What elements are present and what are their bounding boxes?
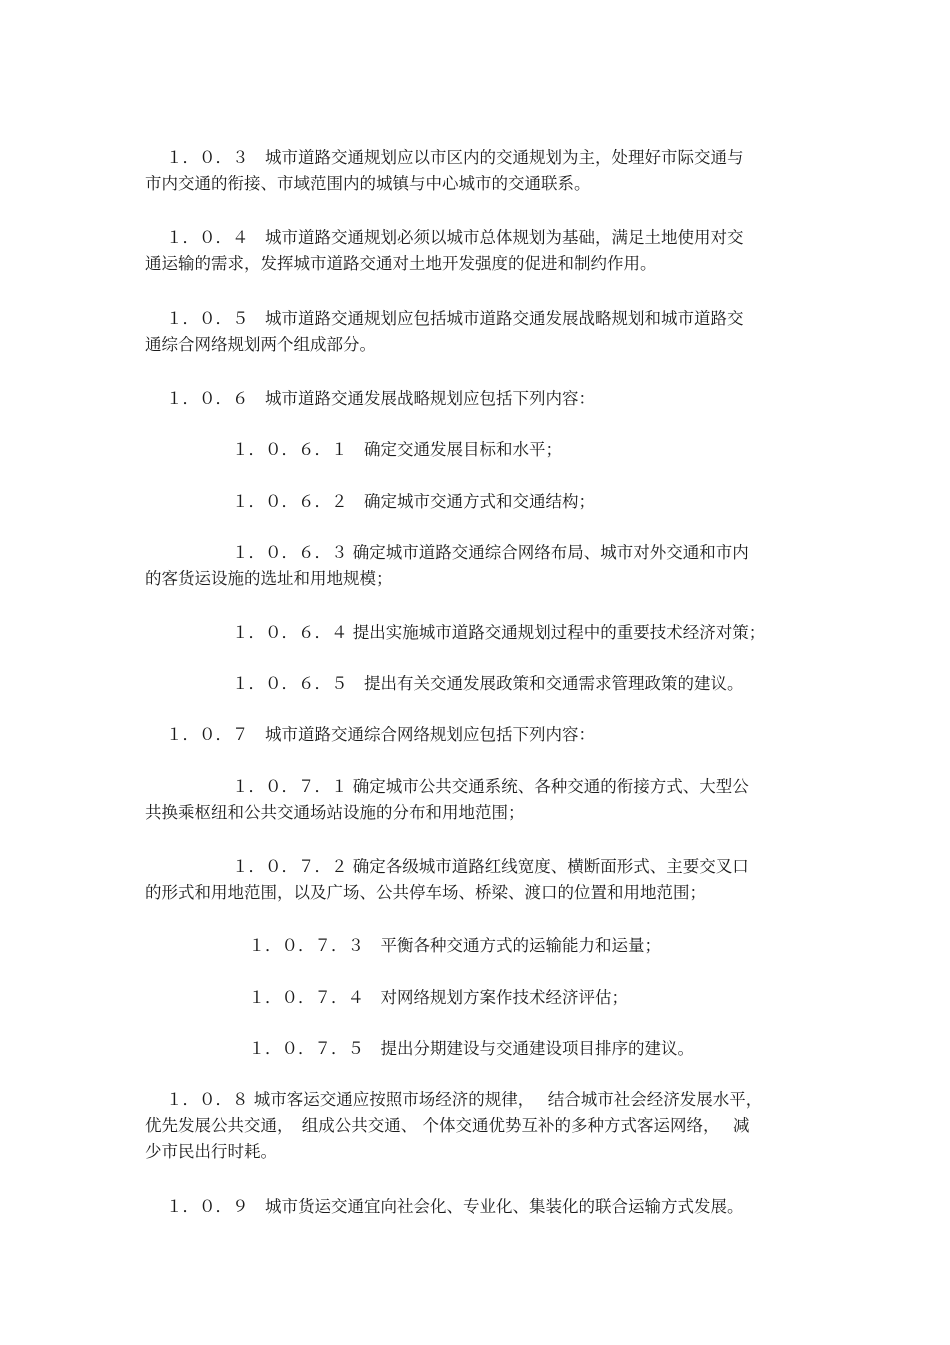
paragraph-line: １．０．８ 城市客运交通应按照市场经济的规律， 结合城市社会经济发展水平， xyxy=(165,1090,763,1109)
paragraph-line: １．０．６．２ 确定城市交通方式和交通结构； xyxy=(165,492,595,511)
paragraph-line: 优先发展公共交通， 组成公共交通、 个体交通优势互补的多种方式客运网络， 减 xyxy=(145,1116,750,1135)
paragraph-1-0-9 xyxy=(145,1168,810,1246)
paragraph-line: 通综合网络规划两个组成部分。 xyxy=(145,335,376,354)
paragraph-line: １．０．６ 城市道路交通发展战略规划应包括下列内容： xyxy=(165,389,595,408)
paragraph-line: １．０．７．５ 提出分期建设与交通建设项目排序的建议。 xyxy=(165,1039,694,1058)
paragraph-line: １．０．６．５ 提出有关交通发展政策和交通需求管理政策的建议。 xyxy=(165,674,744,693)
paragraph-line: １．０．７．１ 确定城市公共交通系统、各种交通的衔接方式、大型公 xyxy=(165,777,749,796)
paragraph-line: 少市民出行时耗。 xyxy=(145,1142,277,1161)
paragraph-line: １．０．９ 城市货运交通宜向社会化、专业化、集装化的联合运输方式发展。 xyxy=(165,1197,744,1216)
paragraph-line: １．０．７．４ 对网络规划方案作技术经济评估； xyxy=(165,988,628,1007)
paragraph-line: １．０．６．１ 确定交通发展目标和水平； xyxy=(165,440,562,459)
paragraph-line: １．０．６．４ 提出实施城市道路交通规划过程中的重要技术经济对策； xyxy=(165,623,766,642)
paragraph-line: １．０．７．３ 平衡各种交通方式的运输能力和运量； xyxy=(165,936,661,955)
paragraph-line: １．０．６．３ 确定城市道路交通综合网络布局、城市对外交通和市内 xyxy=(165,543,749,562)
paragraph-line: １．０．５ 城市道路交通规划应包括城市道路交通发展战略规划和城市道路交 xyxy=(165,309,744,328)
paragraph-line: 共换乘枢纽和公共交通场站设施的分布和用地范围； xyxy=(145,803,525,822)
paragraph-line: 市内交通的衔接、市域范围内的城镇与中心城市的交通联系。 xyxy=(145,174,591,193)
paragraph-line: １．０．７ 城市道路交通综合网络规划应包括下列内容： xyxy=(165,725,595,744)
paragraph-line: 通运输的需求，发挥城市道路交通对土地开发强度的促进和制约作用。 xyxy=(145,254,657,273)
paragraph-line: １．０．７．２ 确定各级城市道路红线宽度、横断面形式、主要交叉口 xyxy=(165,857,749,876)
paragraph-line: １．０．４ 城市道路交通规划必须以城市总体规划为基础，满足土地使用对交 xyxy=(165,228,744,247)
paragraph-line: １．０．３ 城市道路交通规划应以市区内的交通规划为主，处理好市际交通与 xyxy=(165,148,744,167)
paragraph-line: 的形式和用地范围，以及广场、公共停车场、桥梁、渡口的位置和用地范围； xyxy=(145,883,706,902)
paragraph-line: 的客货运设施的选址和用地规模； xyxy=(145,569,393,588)
